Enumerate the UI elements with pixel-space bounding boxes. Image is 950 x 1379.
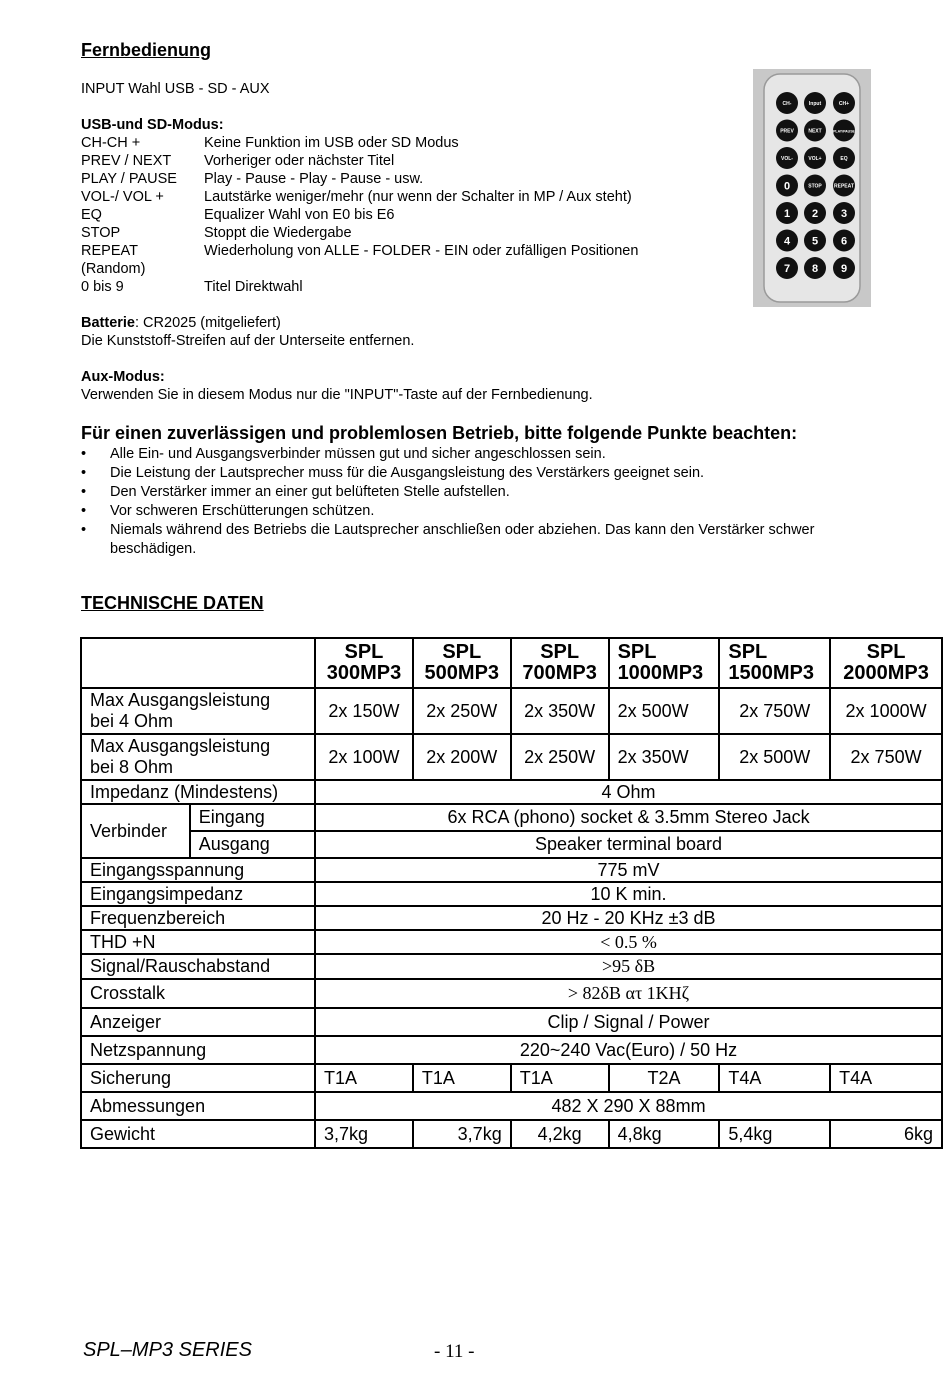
table-cell: 2x 750W [719,688,830,734]
usb-sd-mode-heading: USB-und SD-Modus: [81,117,224,133]
remote-button-label: 2 [811,208,819,220]
table-cell: 2x 350W [511,688,609,734]
row-label: Anzeiger [81,1008,315,1036]
table-cell: T1A [413,1064,511,1092]
list-item-text: Niemals während des Betriebs die Lautsprecher anschließen oder abziehen. Das kann den Verstärker schwer beschädigen. [110,522,815,557]
table-row-connector-input [81,804,942,831]
remote-key-name: CH-CH + [81,135,141,151]
bullet-icon: • [81,484,87,500]
model-header: SPL 700MP3 [511,638,609,688]
remote-button-label: PREV [780,128,794,135]
operation-notes-list [81,445,901,559]
model-header-row [81,638,942,688]
table-cell: Speaker terminal board [315,831,942,858]
remote-key-description: Titel Direktwahl [204,279,303,295]
usb-sd-mode-section [81,116,701,296]
row-sublabel: Eingang [190,804,315,831]
remote-key-name: PREV / NEXT [81,153,172,169]
table-row-dimensions [81,1092,942,1120]
table-row-snr [81,954,942,979]
table-cell: 20 Hz - 20 KHz ±3 dB [315,906,942,930]
technical-data-heading: TECHNISCHE DATEN [81,593,264,613]
remote-button-label: 0 [783,180,791,193]
remote-button-label: NEXT [808,128,822,135]
remote-button-label: VOL- [781,156,793,162]
table-cell: 2x 500W [719,734,830,780]
row-label: THD +N [81,930,315,954]
remote-button-label: 5 [811,235,819,248]
table-cell: 2x 150W [315,688,413,734]
table-cell: 2x 100W [315,734,413,780]
remote-button-label: 9 [840,263,848,275]
table-cell: 775 mV [315,858,942,882]
list-item-text: Den Verstärker immer an einer gut belüfteten Stelle aufstellen. [110,484,510,500]
table-cell: 220~240 Vac(Euro) / 50 Hz [315,1036,942,1064]
remote-key-description: Equalizer Wahl von E0 bis E6 [204,207,395,223]
table-row-indicator [81,1008,942,1036]
table-cell: 6x RCA (phono) socket & 3.5mm Stereo Jack [315,804,942,831]
remote-key-name: PLAY / PAUSE [81,171,177,187]
row-label: Abmessungen [81,1092,315,1120]
table-cell: 3,7kg [315,1120,413,1148]
table-cell: > 82δB ατ 1KΗζ [315,979,942,1008]
table-cell: 2x 200W [413,734,511,780]
bullet-icon: • [81,446,87,462]
remote-key-description: Vorheriger oder nächster Titel [204,153,395,169]
battery-label: Batterie [81,315,135,331]
table-cell: T1A [315,1064,413,1092]
row-sublabel: Ausgang [190,831,315,858]
remote-button-label: 8 [811,263,819,275]
table-row-max-4ohm [81,688,942,734]
table-cell: < 0.5 % [315,930,942,954]
table-row-thd [81,930,942,954]
row-label: Eingangsimpedanz [81,882,315,906]
remote-control-photo [753,69,871,307]
row-label: Crosstalk [81,979,315,1008]
remote-button-label: 3 [840,208,848,220]
table-cell: >95 δB [315,954,942,979]
model-header: SPL 1000MP3 [609,638,720,688]
table-cell: 6kg [830,1120,942,1148]
row-label: Max Ausgangsleistung bei 8 Ohm [81,734,315,780]
remote-key-row [81,242,701,260]
battery-value: : CR2025 (mitgeliefert) [135,315,281,331]
list-item [81,483,901,502]
model-header: SPL 300MP3 [315,638,413,688]
remote-key-row [81,260,701,278]
list-item [81,502,901,521]
remote-key-description [204,260,701,278]
row-label: Gewicht [81,1120,315,1148]
remote-key-description: Play - Pause - Play - Pause - usw. [204,171,424,187]
remote-key-name: EQ [81,207,102,223]
table-cell: 4,2kg [511,1120,609,1148]
table-cell: T4A [719,1064,830,1092]
table-row-fuse [81,1064,942,1092]
remote-key-row [81,188,701,206]
remote-button-label: 7 [783,263,791,275]
table-row-connector-output [81,831,942,858]
table-cell: 2x 750W [830,734,942,780]
remote-button-label: EQ [840,156,848,162]
table-cell: 2x 500W [609,688,720,734]
table-cell: 2x 250W [413,688,511,734]
remote-key-name: (Random) [81,261,146,277]
table-row-max-8ohm [81,734,942,780]
remote-button-label: CH- [782,101,792,107]
aux-mode-section [81,368,593,404]
operation-notes-heading: Für einen zuverlässigen und problemlosen Betrieb, bitte folgende Punkte beachten: [81,423,798,443]
remote-button-label: 1 [783,208,791,220]
remote-key-name: STOP [81,225,121,241]
bullet-icon: • [81,465,87,481]
remote-button-label: PLAY/PAUSE [833,129,855,134]
remote-key-description: Lautstärke weniger/mehr (nur wenn der Schalter in MP / Aux steht) [204,189,632,205]
table-cell: 3,7kg [413,1120,511,1148]
table-cell: 2x 350W [609,734,720,780]
table-row-weight [81,1120,942,1148]
footer-series: SPL–MP3 SERIES [83,1339,252,1361]
list-item [81,464,901,483]
remote-key-name: VOL-/ VOL + [81,189,164,205]
remote-button-label: 6 [840,235,848,248]
table-cell: T1A [511,1064,609,1092]
remote-control-illustration [753,69,871,307]
remote-key-list [81,134,701,296]
remote-key-row [81,152,701,170]
remote-button-label: STOP [808,183,822,190]
table-cell: 2x 1000W [830,688,942,734]
remote-key-row [81,170,701,188]
table-row-mains-voltage [81,1036,942,1064]
table-row-input-impedance [81,882,942,906]
row-label: Frequenzbereich [81,906,315,930]
row-label: Impedanz (Mindestens) [81,780,315,804]
table-row-input-voltage [81,858,942,882]
battery-section [81,314,414,350]
aux-mode-heading: Aux-Modus: [81,369,165,385]
remote-key-row [81,224,701,242]
remote-key-row [81,206,701,224]
remote-button-label: 4 [783,235,791,248]
input-selection-text: INPUT Wahl USB - SD - AUX [81,81,270,97]
battery-note: Die Kunststoff-Streifen auf der Unterseite entfernen. [81,333,415,349]
remote-button-label: Input [808,101,822,107]
row-label: Signal/Rauschabstand [81,954,315,979]
list-item-text: Alle Ein- und Ausgangsverbinder müssen gut und sicher angeschlossen sein. [110,446,606,462]
table-cell: 2x 250W [511,734,609,780]
remote-key-name: REPEAT [81,243,138,259]
row-label: Netzspannung [81,1036,315,1064]
table-cell: 4,8kg [609,1120,720,1148]
table-cell: 4 Ohm [315,780,942,804]
remote-button-label: REPEAT [834,183,854,190]
table-cell: 482 X 290 X 88mm [315,1092,942,1120]
list-item [81,521,901,559]
row-label: Sicherung [81,1064,315,1092]
table-cell: T4A [830,1064,942,1092]
bullet-icon: • [81,503,87,519]
table-cell: 5,4kg [719,1120,830,1148]
model-header: SPL 1500MP3 [719,638,830,688]
page-title: Fernbedienung [81,40,211,60]
remote-key-description: Keine Funktion im USB oder SD Modus [204,135,459,151]
table-row-impedance [81,780,942,804]
list-item-text: Die Leistung der Lautsprecher muss für die Ausgangsleistung des Verstärkers geeignet sein. [110,465,705,481]
remote-key-description: Wiederholung von ALLE - FOLDER - EIN oder zufälligen Positionen [204,243,639,259]
remote-key-row [81,134,701,152]
model-header: SPL 500MP3 [413,638,511,688]
table-cell: Clip / Signal / Power [315,1008,942,1036]
table-cell: 10 K min. [315,882,942,906]
table-row-crosstalk [81,979,942,1008]
remote-key-description: Stoppt die Wiedergabe [204,225,352,241]
list-item [81,445,901,464]
technical-data-table [80,637,943,1149]
remote-button-label: VOL+ [808,156,822,162]
model-header: SPL 2000MP3 [830,638,942,688]
table-row-frequency [81,906,942,930]
aux-mode-text: Verwenden Sie in diesem Modus nur die "INPUT"-Taste auf der Fernbedienung. [81,387,593,403]
remote-key-row [81,278,701,296]
remote-key-name: 0 bis 9 [81,279,124,295]
bullet-icon: • [81,522,87,538]
row-label: Verbinder [81,804,190,858]
table-corner-cell [81,638,315,688]
row-label: Max Ausgangsleistung bei 4 Ohm [81,688,315,734]
row-label: Eingangsspannung [81,858,315,882]
remote-button-label: CH+ [838,101,850,107]
table-cell: T2A [609,1064,720,1092]
list-item-text: Vor schweren Erschütterungen schützen. [110,503,375,519]
page-number: - 11 - [434,1341,475,1362]
